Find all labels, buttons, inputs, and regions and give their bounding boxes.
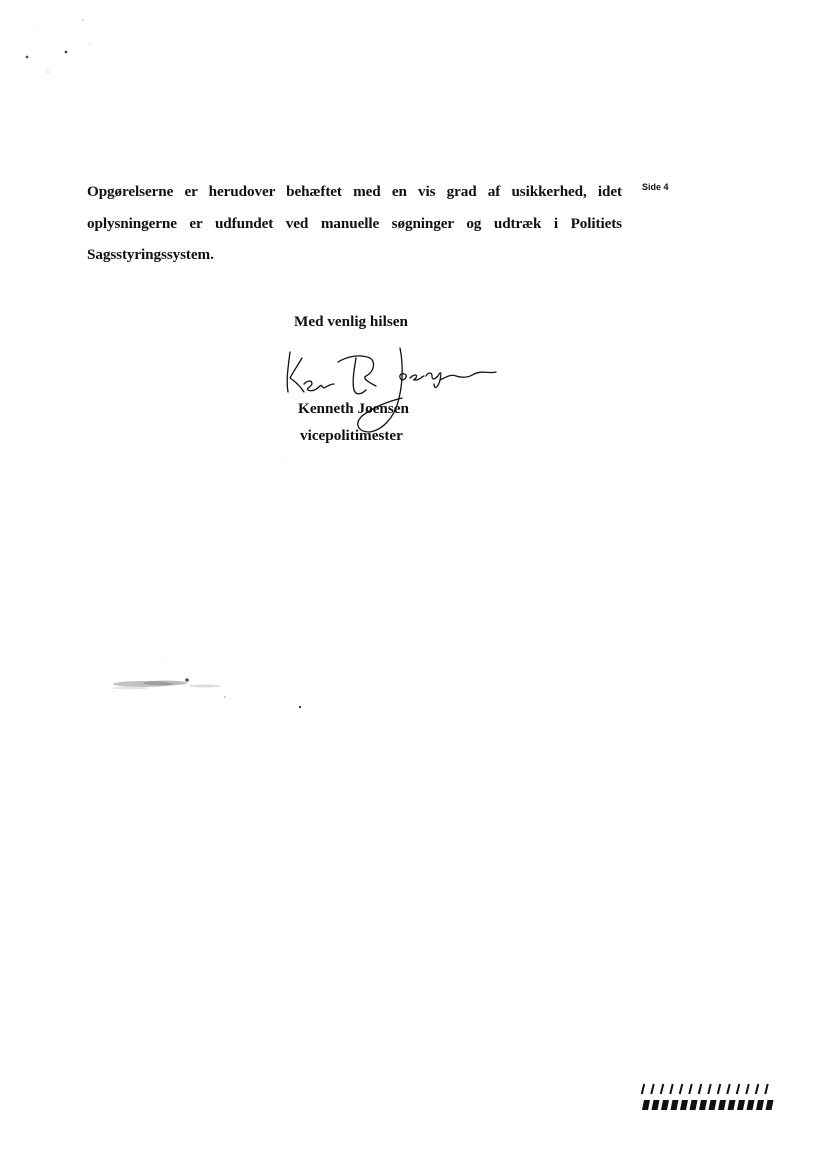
barcode-block xyxy=(652,1100,660,1110)
signer-name: Kenneth Joensen xyxy=(298,400,409,417)
barcode-block xyxy=(661,1100,669,1110)
barcode-stroke xyxy=(718,1085,720,1093)
barcode-stroke xyxy=(652,1085,654,1093)
barcode-block xyxy=(728,1100,736,1110)
barcode-stroke xyxy=(699,1085,701,1093)
barcode-block xyxy=(642,1100,650,1110)
barcode-block xyxy=(756,1100,764,1110)
signer-title: vicepolitimester xyxy=(300,427,403,444)
scan-smudge xyxy=(95,672,315,712)
barcode-block xyxy=(766,1100,774,1110)
barcode-block xyxy=(690,1100,698,1110)
barcode-block xyxy=(699,1100,707,1110)
barcode-block xyxy=(709,1100,717,1110)
barcode-stroke xyxy=(737,1085,739,1093)
barcode-mark xyxy=(638,1083,774,1113)
barcode-block xyxy=(737,1100,745,1110)
barcode-stroke xyxy=(709,1085,711,1093)
barcode-block xyxy=(747,1100,755,1110)
barcode-stroke xyxy=(756,1085,758,1093)
barcode-stroke xyxy=(642,1085,644,1093)
barcode-stroke xyxy=(661,1085,663,1093)
body-paragraph: Opgørelserne er herudover behæftet med en vis grad af usikkerhed, idet oplysningerne er udfundet ved manuelle søgninger og udtræk i Politiets Sagsstyringssystem. xyxy=(87,183,622,263)
barcode-block xyxy=(671,1100,679,1110)
barcode-stroke xyxy=(728,1085,730,1093)
barcode-stroke xyxy=(747,1085,749,1093)
barcode-stroke xyxy=(680,1085,682,1093)
barcode-block xyxy=(680,1100,688,1110)
page-number: Side 4 xyxy=(642,182,669,192)
barcode-stroke xyxy=(671,1085,673,1093)
barcode-block xyxy=(718,1100,726,1110)
closing-greeting: Med venlig hilsen xyxy=(294,313,408,330)
handwritten-signature xyxy=(282,340,502,440)
barcode-stroke xyxy=(690,1085,692,1093)
barcode-stroke xyxy=(766,1085,768,1093)
